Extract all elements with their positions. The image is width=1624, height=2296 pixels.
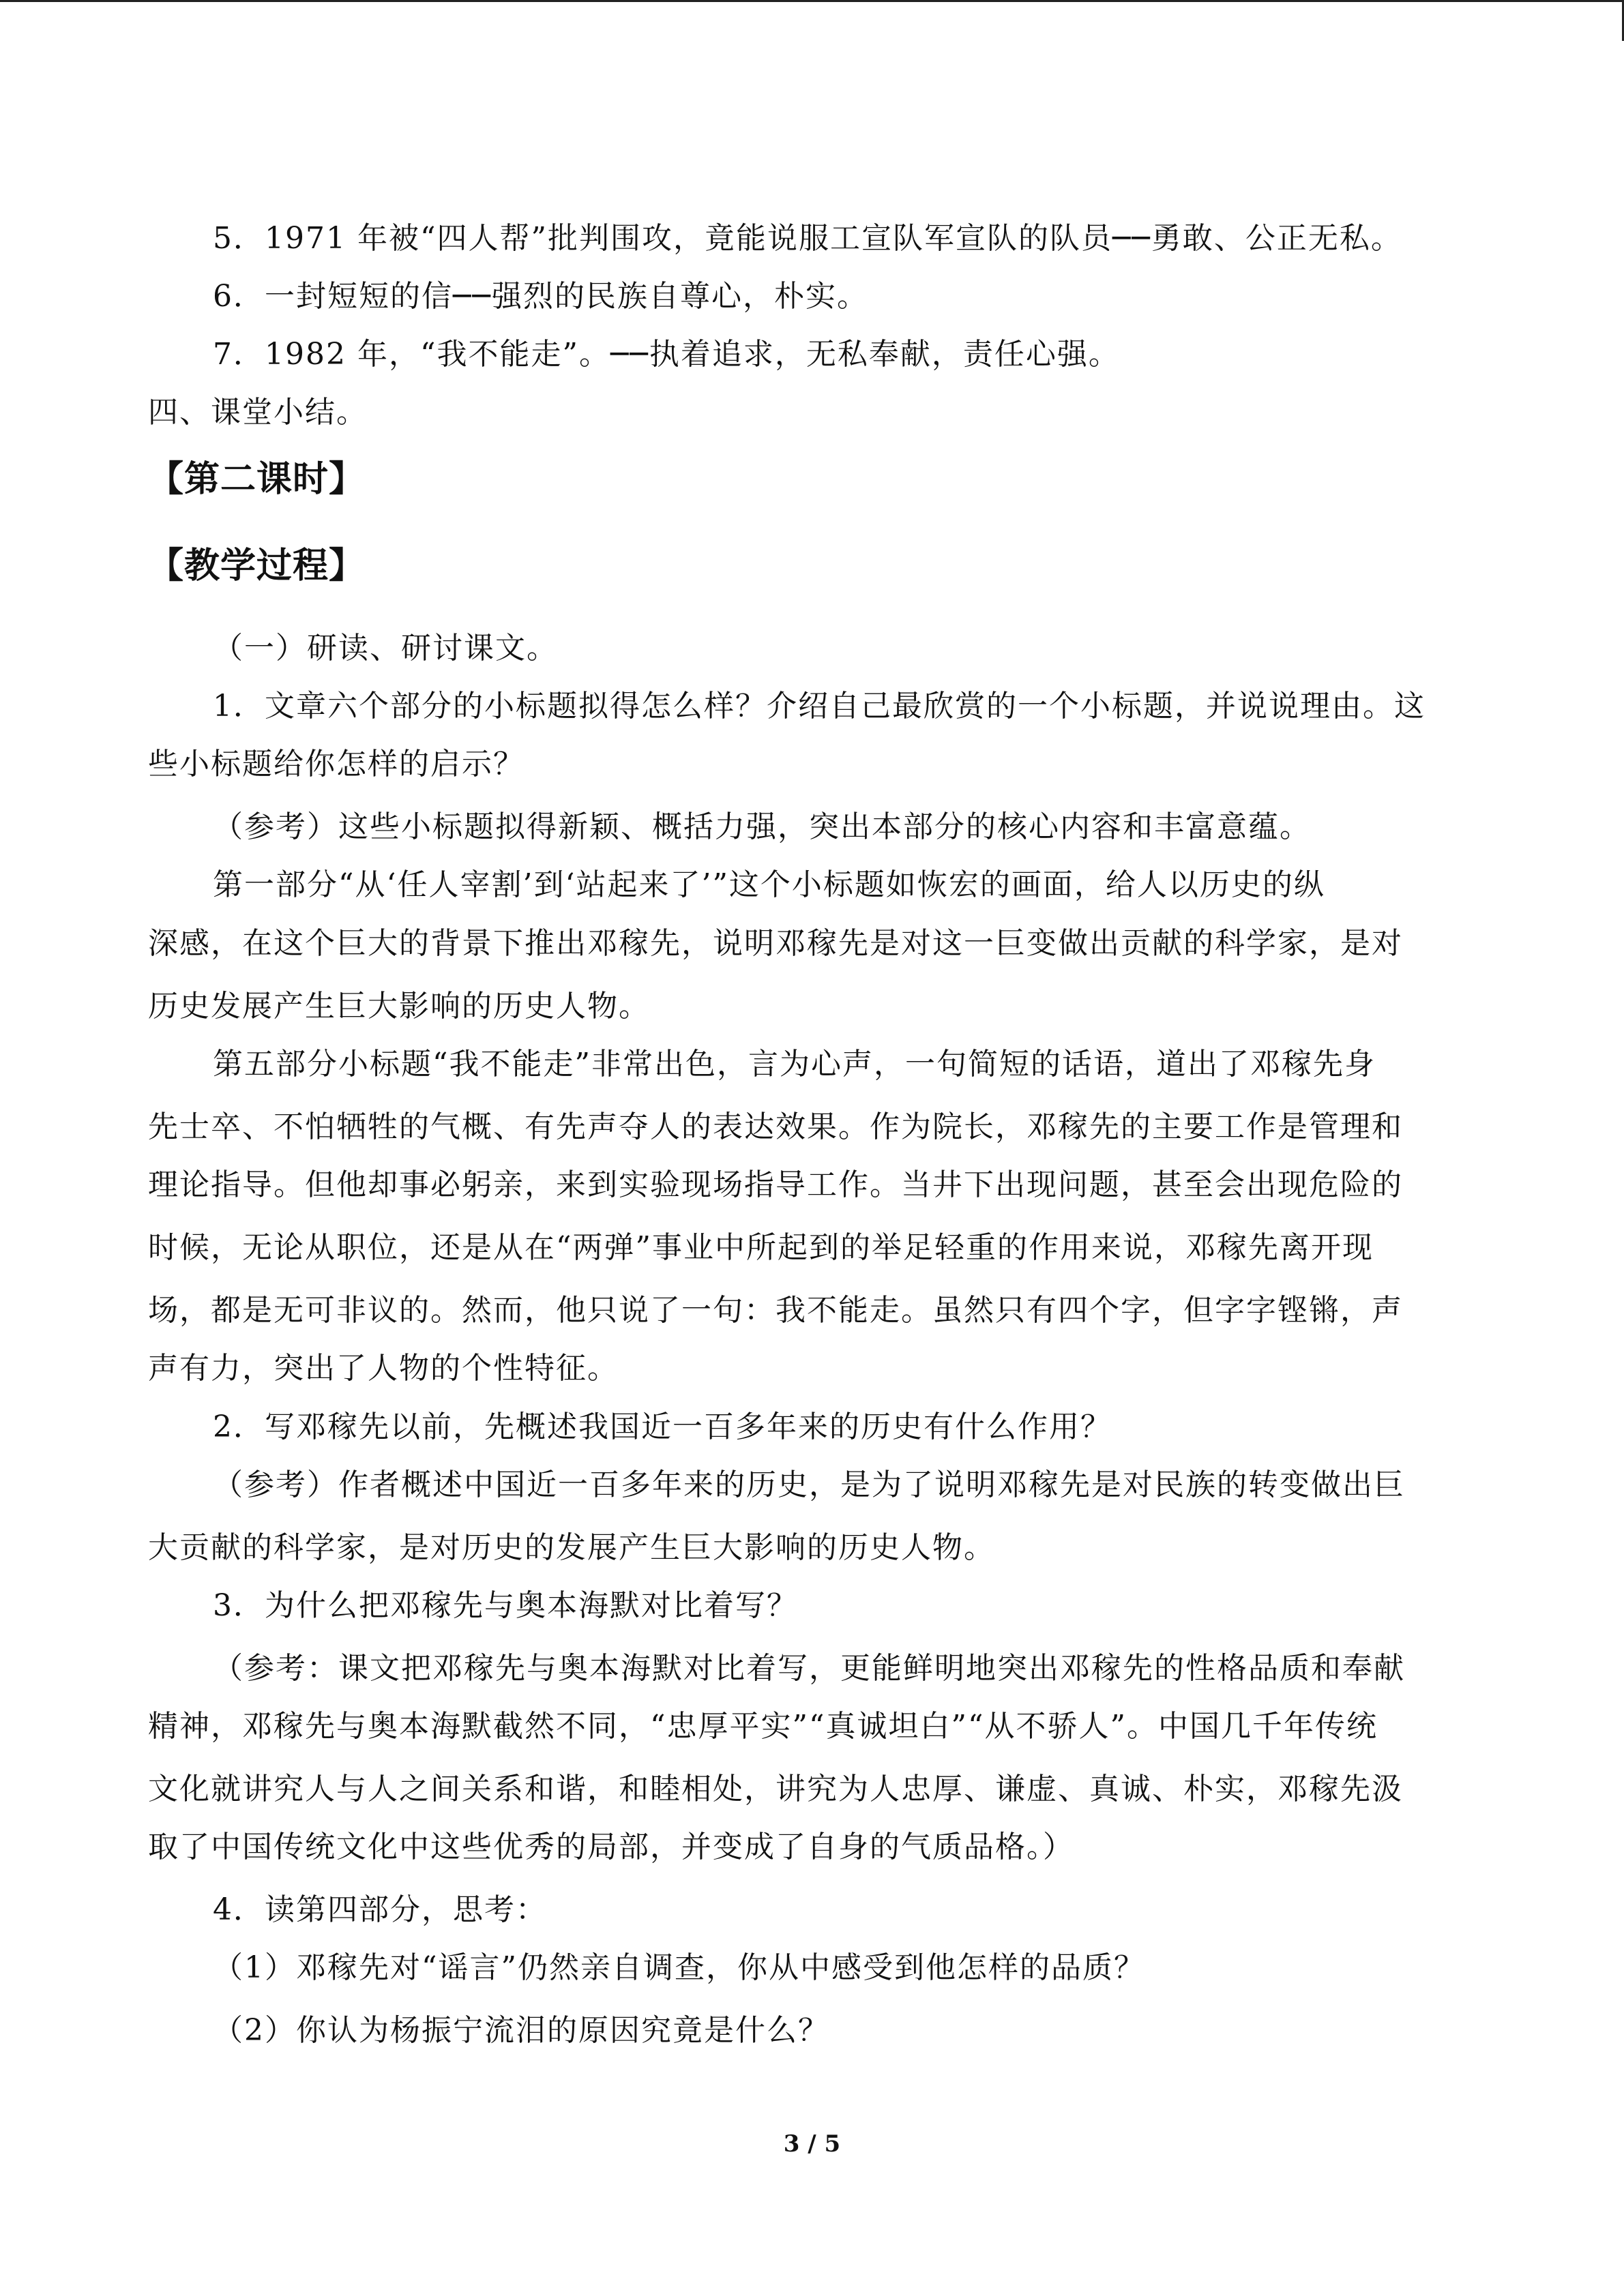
- paragraph-part-one-line-3: 历史发展产生巨大影响的历史人物。: [148, 989, 650, 1024]
- paragraph-part-five-line-6: 声有力，突出了人物的个性特征。: [148, 1351, 619, 1386]
- question-3: 3．为什么把邓稼先与奥本海默对比着写？: [213, 1588, 798, 1623]
- question-2-reference-line-1: （参考）作者概述中国近一百多年来的历史，是为了说明邓稼先是对民族的转变做出巨: [213, 1467, 1405, 1502]
- section-four-title: 四、课堂小结。: [148, 395, 368, 430]
- question-4: 4．读第四部分，思考：: [213, 1892, 547, 1927]
- paragraph-part-one-line-1: 第一部分“从‘任人宰割’到‘站起来了’”这个小标题如恢宏的画面，给人以历史的纵: [213, 867, 1325, 902]
- question-3-reference-line-4: 取了中国传统文化中这些优秀的局部，并变成了自身的气质品格。）: [148, 1830, 1074, 1864]
- list-item-7: 7．1982 年，“我不能走”。──执着追求，无私奉献，责任心强。: [213, 337, 1120, 372]
- paragraph-part-one-line-2: 深感，在这个巨大的背景下推出邓稼先，说明邓稼先是对这一巨变做出贡献的科学家，是对: [148, 926, 1403, 961]
- subsection-title: （一）研读、研讨课文。: [213, 631, 558, 666]
- paragraph-part-five-line-2: 先士卒、不怕牺牲的气概、有先声夺人的表达效果。作为院长，邓稼先的主要工作是管理和: [148, 1109, 1403, 1144]
- question-3-reference-line-3: 文化就讲究人与人之间关系和谐，和睦相处，讲究为人忠厚、谦虚、真诚、朴实，邓稼先汲: [148, 1772, 1403, 1806]
- list-item-6: 6．一封短短的信──强烈的民族自尊心，朴实。: [213, 279, 868, 314]
- question-1-line-1: 1．文章六个部分的小标题拟得怎么样？介绍自己最欣赏的一个小标题，并说说理由。这: [213, 689, 1426, 724]
- question-4-sub-1: （1）邓稼先对“谣言”仍然亲自调查，你从中感受到他怎样的品质？: [213, 1950, 1145, 1985]
- paragraph-part-five-line-3: 理论指导。但他却事必躬亲，来到实验现场指导工作。当井下出现问题，甚至会出现危险的: [148, 1167, 1403, 1202]
- question-4-sub-2: （2）你认为杨振宁流泪的原因究竟是什么？: [213, 2013, 829, 2048]
- question-2: 2．写邓稼先以前，先概述我国近一百多年来的历史有什么作用？: [213, 1410, 1112, 1444]
- paragraph-part-five-line-4: 时候，无论从职位，还是从在“两弹”事业中所起到的举足轻重的作用来说，邓稼先离开现: [148, 1230, 1374, 1265]
- question-1-reference: （参考）这些小标题拟得新颖、概括力强，突出本部分的核心内容和丰富意蕴。: [213, 809, 1311, 844]
- top-border-line: [0, 0, 1624, 2]
- question-2-reference-line-2: 大贡献的科学家，是对历史的发展产生巨大影响的历史人物。: [148, 1530, 995, 1565]
- page-number: 3 / 5: [783, 2130, 841, 2158]
- question-1-line-2: 些小标题给你怎样的启示？: [148, 747, 525, 781]
- list-item-5: 5．1971 年被“四人帮”批判围攻，竟能说服工宣队军宣队的队员──勇敢、公正无私。: [213, 221, 1402, 256]
- heading-lesson-2: 【第二课时】: [148, 459, 366, 500]
- question-3-reference-line-1: （参考：课文把邓稼先与奥本海默对比着写，更能鲜明地突出邓稼先的性格品质和奉献: [213, 1651, 1405, 1686]
- heading-teaching-process: 【教学过程】: [148, 546, 366, 586]
- paragraph-part-five-line-1: 第五部分小标题“我不能走”非常出色，言为心声，一句简短的话语，道出了邓稼先身: [213, 1047, 1376, 1082]
- question-3-reference-line-2: 精神，邓稼先与奥本海默截然不同，“忠厚平实”“真诚坦白”“从不骄人”。中国几千年传统: [148, 1709, 1378, 1744]
- paragraph-part-five-line-5: 场，都是无可非议的。然而，他只说了一句：我不能走。虽然只有四个字，但字字铿锵，声: [148, 1293, 1403, 1328]
